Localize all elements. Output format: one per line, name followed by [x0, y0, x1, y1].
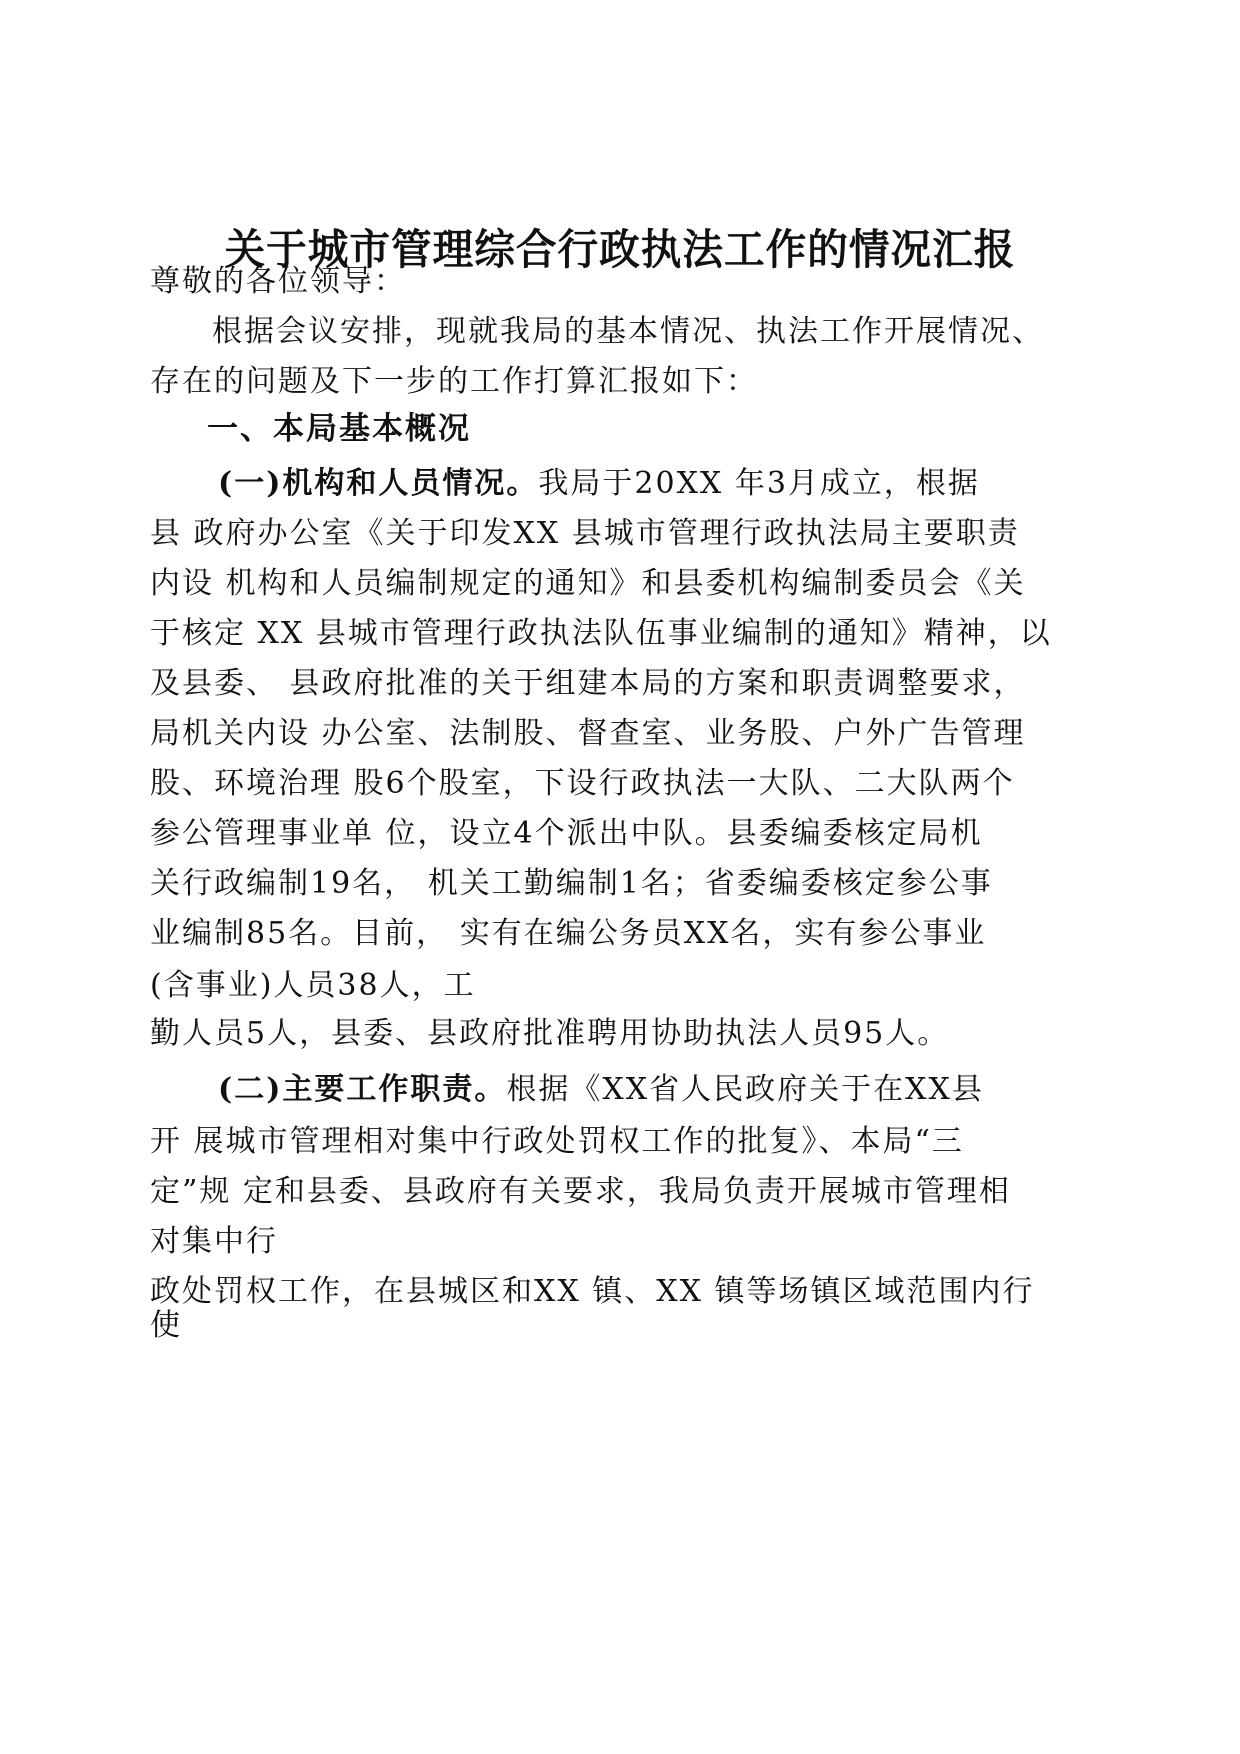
paragraph-line: 股、环境治理 股6个股室，下设行政执法一大队、二大队两个 [150, 766, 1015, 801]
paragraph-line: 内设 机构和人员编制规定的通知》和县委机构编制委员会《关 [150, 566, 1026, 601]
paragraph-line: 开 展城市管理相对集中行政处罚权工作的批复》、本局“三 [150, 1124, 964, 1159]
subsection-2-first-line [218, 1070, 984, 1110]
subsection-2-heading: (二)主要工作职责。 [218, 1072, 507, 1107]
paragraph-line: 及县委、 县政府批准的关于组建本局的方案和职责调整要求， [150, 666, 1026, 701]
paragraph-line: 对集中行 [150, 1224, 278, 1259]
paragraph-line: 根据《XX省人民政府关于在XX县 [506, 1072, 984, 1107]
paragraph-line: 定”规 定和县委、县政府有关要求，我局负责开展城市管理相 [150, 1174, 1011, 1209]
paragraph-line: 县 政府办公室《关于印发XX 县城市管理行政执法局主要职责 [150, 516, 1020, 551]
paragraph-line: 我局于20XX 年3月成立，根据 [538, 466, 980, 501]
paragraph-line: 使 [150, 1308, 182, 1343]
paragraph-line: 局机关内设 办公室、法制股、督查室、业务股、户外广告管理 [150, 716, 1026, 751]
paragraph-line: 政处罚权工作，在县城区和XX 镇、XX 镇等场镇区域范围内行 [150, 1274, 1035, 1309]
section-heading-1: 一、本局基本概况 [207, 411, 471, 447]
document-title: 关于城市管理综合行政执法工作的情况汇报 [224, 225, 1016, 274]
paragraph-line: 关行政编制19名， 机关工勤编制1名；省委编委核定参公事 [150, 866, 993, 901]
intro-line-1: 根据会议安排，现就我局的基本情况、执法工作开展情况、 [212, 314, 1044, 349]
salutation: 尊敬的各位领导： [150, 264, 406, 299]
subsection-1-heading: (一)机构和人员情况。 [218, 466, 539, 501]
paragraph-line: 业编制85名。目前， 实有在编公务员XX名，实有参公事业 [150, 916, 987, 951]
paragraph-line: 参公管理事业单 位，设立4个派出中队。县委编委核定局机 [150, 816, 983, 851]
subsection-1-first-line [218, 464, 980, 504]
paragraph-line: (含事业)人员38人，工 [150, 968, 476, 1003]
paragraph-line: 于核定 XX 县城市管理行政执法队伍事业编制的通知》精神，以 [150, 616, 1052, 651]
intro-line-2: 存在的问题及下一步的工作打算汇报如下： [150, 364, 758, 399]
paragraph-line: 勤人员5人，县委、县政府批准聘用协助执法人员95人。 [150, 1016, 950, 1051]
